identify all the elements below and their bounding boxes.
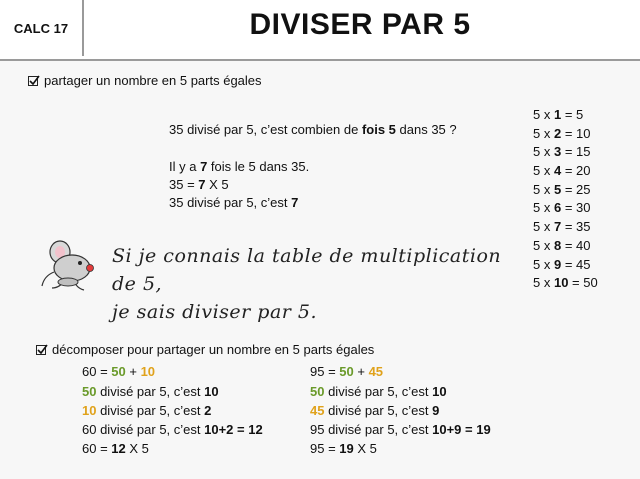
mouse-mascot-icon [40,238,104,299]
example1-line-4: 60 divisé par 5, c’est 10+2 = 12 [82,422,263,437]
example2-line-2: 50 divisé par 5, c’est 10 [310,384,447,399]
section2-label: décomposer pour partager un nombre en 5 parts égales [52,342,375,357]
table-row: 5 x 7 = 35 [533,219,591,235]
table-row: 5 x 8 = 40 [533,237,591,253]
answer-line-3: 35 divisé par 5, c’est 7 [169,195,299,210]
checkbox-checked-icon [28,76,38,86]
table-row: 5 x 4 = 20 [533,163,591,179]
table-row: 5 x 10 = 50 [533,275,598,291]
lesson-code: CALC 17 [0,0,84,56]
checkbox-checked-icon [36,345,46,355]
multiplication-table [533,106,598,293]
example1-line-2: 50 divisé par 5, c’est 10 [82,384,219,399]
example2-line-4: 95 divisé par 5, c’est 10+9 = 19 [310,422,491,437]
table-row: 5 x 9 = 45 [533,256,591,272]
section1-label: partager un nombre en 5 parts égales [44,73,262,88]
page-title: DIVISER PAR 5 [249,8,471,41]
table-row: 5 x 2 = 10 [533,125,591,141]
rule-line-2: je sais diviser par 5. [112,301,318,323]
answer-line-2: 35 = 7 X 5 [169,177,229,192]
example1-line-3: 10 divisé par 5, c’est 2 [82,403,212,418]
example1-line-1: 60 = 50 + 10 [82,364,156,379]
table-row: 5 x 5 = 25 [533,181,591,197]
section1-heading [28,73,262,88]
table-row: 5 x 6 = 30 [533,200,591,216]
example1-line-5: 60 = 12 X 5 [82,441,149,456]
example2-line-1: 95 = 50 + 45 [310,364,384,379]
table-row: 5 x 1 = 5 [533,107,584,122]
example2-line-3: 45 divisé par 5, c’est 9 [310,403,440,418]
rule-text [112,242,512,326]
question-line: 35 divisé par 5, c’est combien de fois 5 dans 35 ? [169,122,457,137]
answer-line-1: Il y a 7 fois le 5 dans 35. [169,159,310,174]
section2-heading [36,342,374,357]
example2-line-5: 95 = 19 X 5 [310,441,377,456]
header [0,0,640,61]
table-row: 5 x 3 = 15 [533,144,591,160]
rule-line-1: Si je connais la table de multiplication de 5, [112,245,502,295]
